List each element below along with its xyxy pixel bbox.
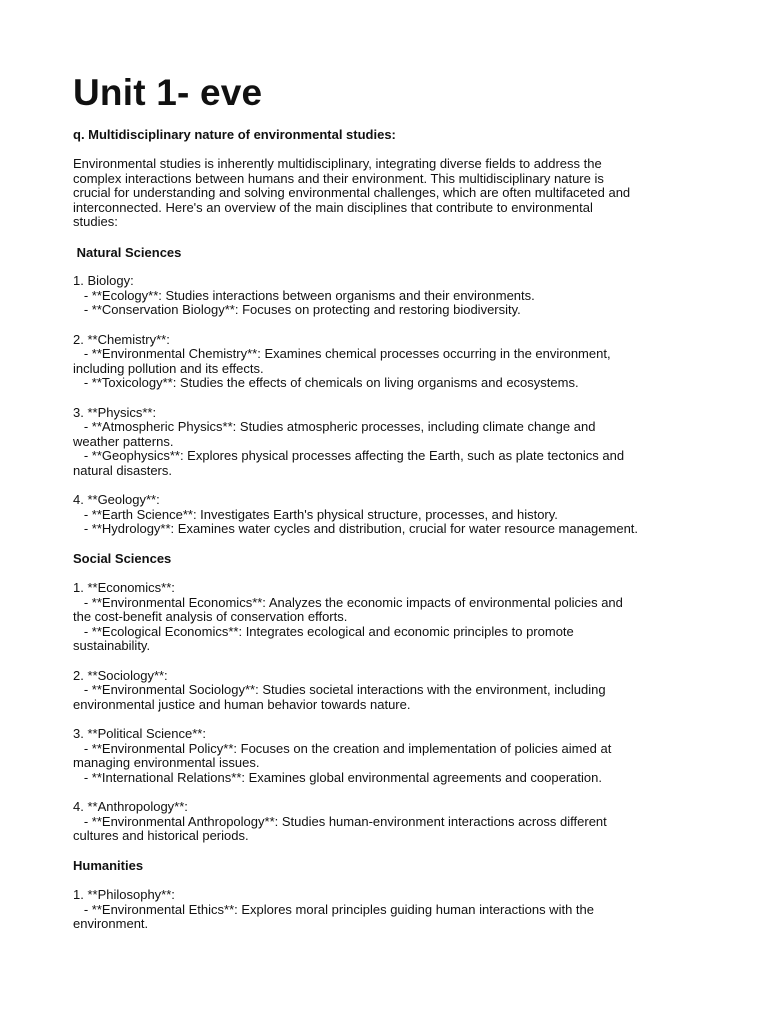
list-item — [73, 493, 713, 537]
list-item-title: 4. **Geology**: — [73, 492, 160, 508]
spacer — [73, 230, 713, 245]
list-item — [73, 406, 713, 479]
list-item — [73, 669, 713, 713]
spacer — [73, 654, 713, 669]
list-item-line: - **Ecological Economics**: Integrates ecological and economic principles to promote — [73, 623, 574, 639]
list-item — [73, 800, 713, 844]
list-item-title: 1. **Philosophy**: — [73, 886, 175, 902]
sections-container — [73, 230, 713, 932]
section-heading: Social Sciences — [73, 551, 172, 567]
page-title: Unit 1- eve — [73, 72, 263, 113]
document-page — [73, 70, 713, 932]
intro-line: Environmental studies is inherently multidisciplinary, integrating diverse fields to address the — [73, 156, 602, 171]
list-item-title: 3. **Physics**: — [73, 404, 157, 420]
intro-line: complex interactions between humans and their environment. This multidisciplinary nature is — [73, 170, 604, 186]
list-item-line: - **Environmental Sociology**: Studies societal interactions with the environment, including — [73, 682, 606, 698]
section-heading: Humanities — [73, 858, 144, 874]
list-item-line: - **Environmental Anthropology**: Studies human-environment interactions across different — [73, 813, 607, 829]
intro-line: interconnected. Here's an overview of the main disciplines that contribute to environmental — [73, 199, 593, 215]
list-item — [73, 888, 713, 932]
list-item-line: - **International Relations**: Examines global environmental agreements and cooperation. — [73, 769, 602, 785]
intro-paragraph — [73, 157, 713, 230]
section-subtitle: q. Multidisciplinary nature of environmental studies: — [73, 127, 396, 142]
spacer — [73, 537, 713, 552]
spacer — [73, 260, 713, 275]
list-item-line: - **Environmental Economics**: Analyzes the economic impacts of environmental policies and — [73, 594, 623, 610]
list-item-line: weather patterns. — [73, 433, 174, 449]
list-item-line: - **Earth Science**: Investigates Earth's physical structure, processes, and history. — [73, 506, 558, 522]
spacer — [73, 785, 713, 800]
list-item-line: cultures and historical periods. — [73, 828, 249, 844]
spacer — [73, 391, 713, 406]
list-item-line: - **Ecology**: Studies interactions between organisms and their environments. — [73, 287, 535, 303]
list-item-line: sustainability. — [73, 638, 151, 654]
list-item-line: - **Environmental Ethics**: Explores moral principles guiding human interactions with the — [73, 901, 594, 917]
list-item-line: the cost-benefit analysis of conservation efforts. — [73, 609, 348, 625]
list-item-line: environment. — [73, 916, 149, 932]
spacer — [73, 873, 713, 888]
spacer — [73, 712, 713, 727]
list-item-line: - **Environmental Chemistry**: Examines chemical processes occurring in the environment, — [73, 346, 611, 362]
intro-line: studies: — [73, 214, 118, 230]
list-item-line: - **Hydrology**: Examines water cycles and distribution, crucial for water resource management. — [73, 521, 639, 537]
list-item-line: environmental justice and human behavior towards nature. — [73, 696, 411, 712]
list-item — [73, 581, 713, 654]
list-item-title: 4. **Anthropology**: — [73, 798, 188, 814]
list-item-title: 2. **Chemistry**: — [73, 331, 170, 347]
spacer — [73, 844, 713, 859]
list-item — [73, 274, 713, 318]
list-item-line: - **Geophysics**: Explores physical processes affecting the Earth, such as plate tectonics and — [73, 448, 625, 464]
list-item-line: - **Conservation Biology**: Focuses on protecting and restoring biodiversity. — [73, 302, 521, 318]
list-item — [73, 333, 713, 391]
list-item-line: - **Atmospheric Physics**: Studies atmospheric processes, including climate change and — [73, 419, 596, 435]
list-item — [73, 727, 713, 785]
intro-line: crucial for understanding and solving environmental challenges, which are often multifaceted and — [73, 185, 631, 201]
list-item-title: 2. **Sociology**: — [73, 667, 168, 683]
list-item-title: 1. Biology: — [73, 273, 134, 289]
list-item-line: - **Toxicology**: Studies the effects of chemicals on living organisms and ecosystems. — [73, 375, 579, 391]
spacer — [73, 478, 713, 493]
spacer — [73, 566, 713, 581]
list-item-line: - **Environmental Policy**: Focuses on the creation and implementation of policies aimed at — [73, 740, 612, 756]
list-item-line: managing environmental issues. — [73, 755, 260, 771]
list-item-title: 3. **Political Science**: — [73, 725, 206, 741]
spacer — [73, 318, 713, 333]
section-heading: Natural Sciences — [73, 244, 182, 260]
list-item-line: including pollution and its effects. — [73, 360, 264, 376]
list-item-line: natural disasters. — [73, 462, 172, 478]
list-item-title: 1. **Economics**: — [73, 580, 175, 596]
